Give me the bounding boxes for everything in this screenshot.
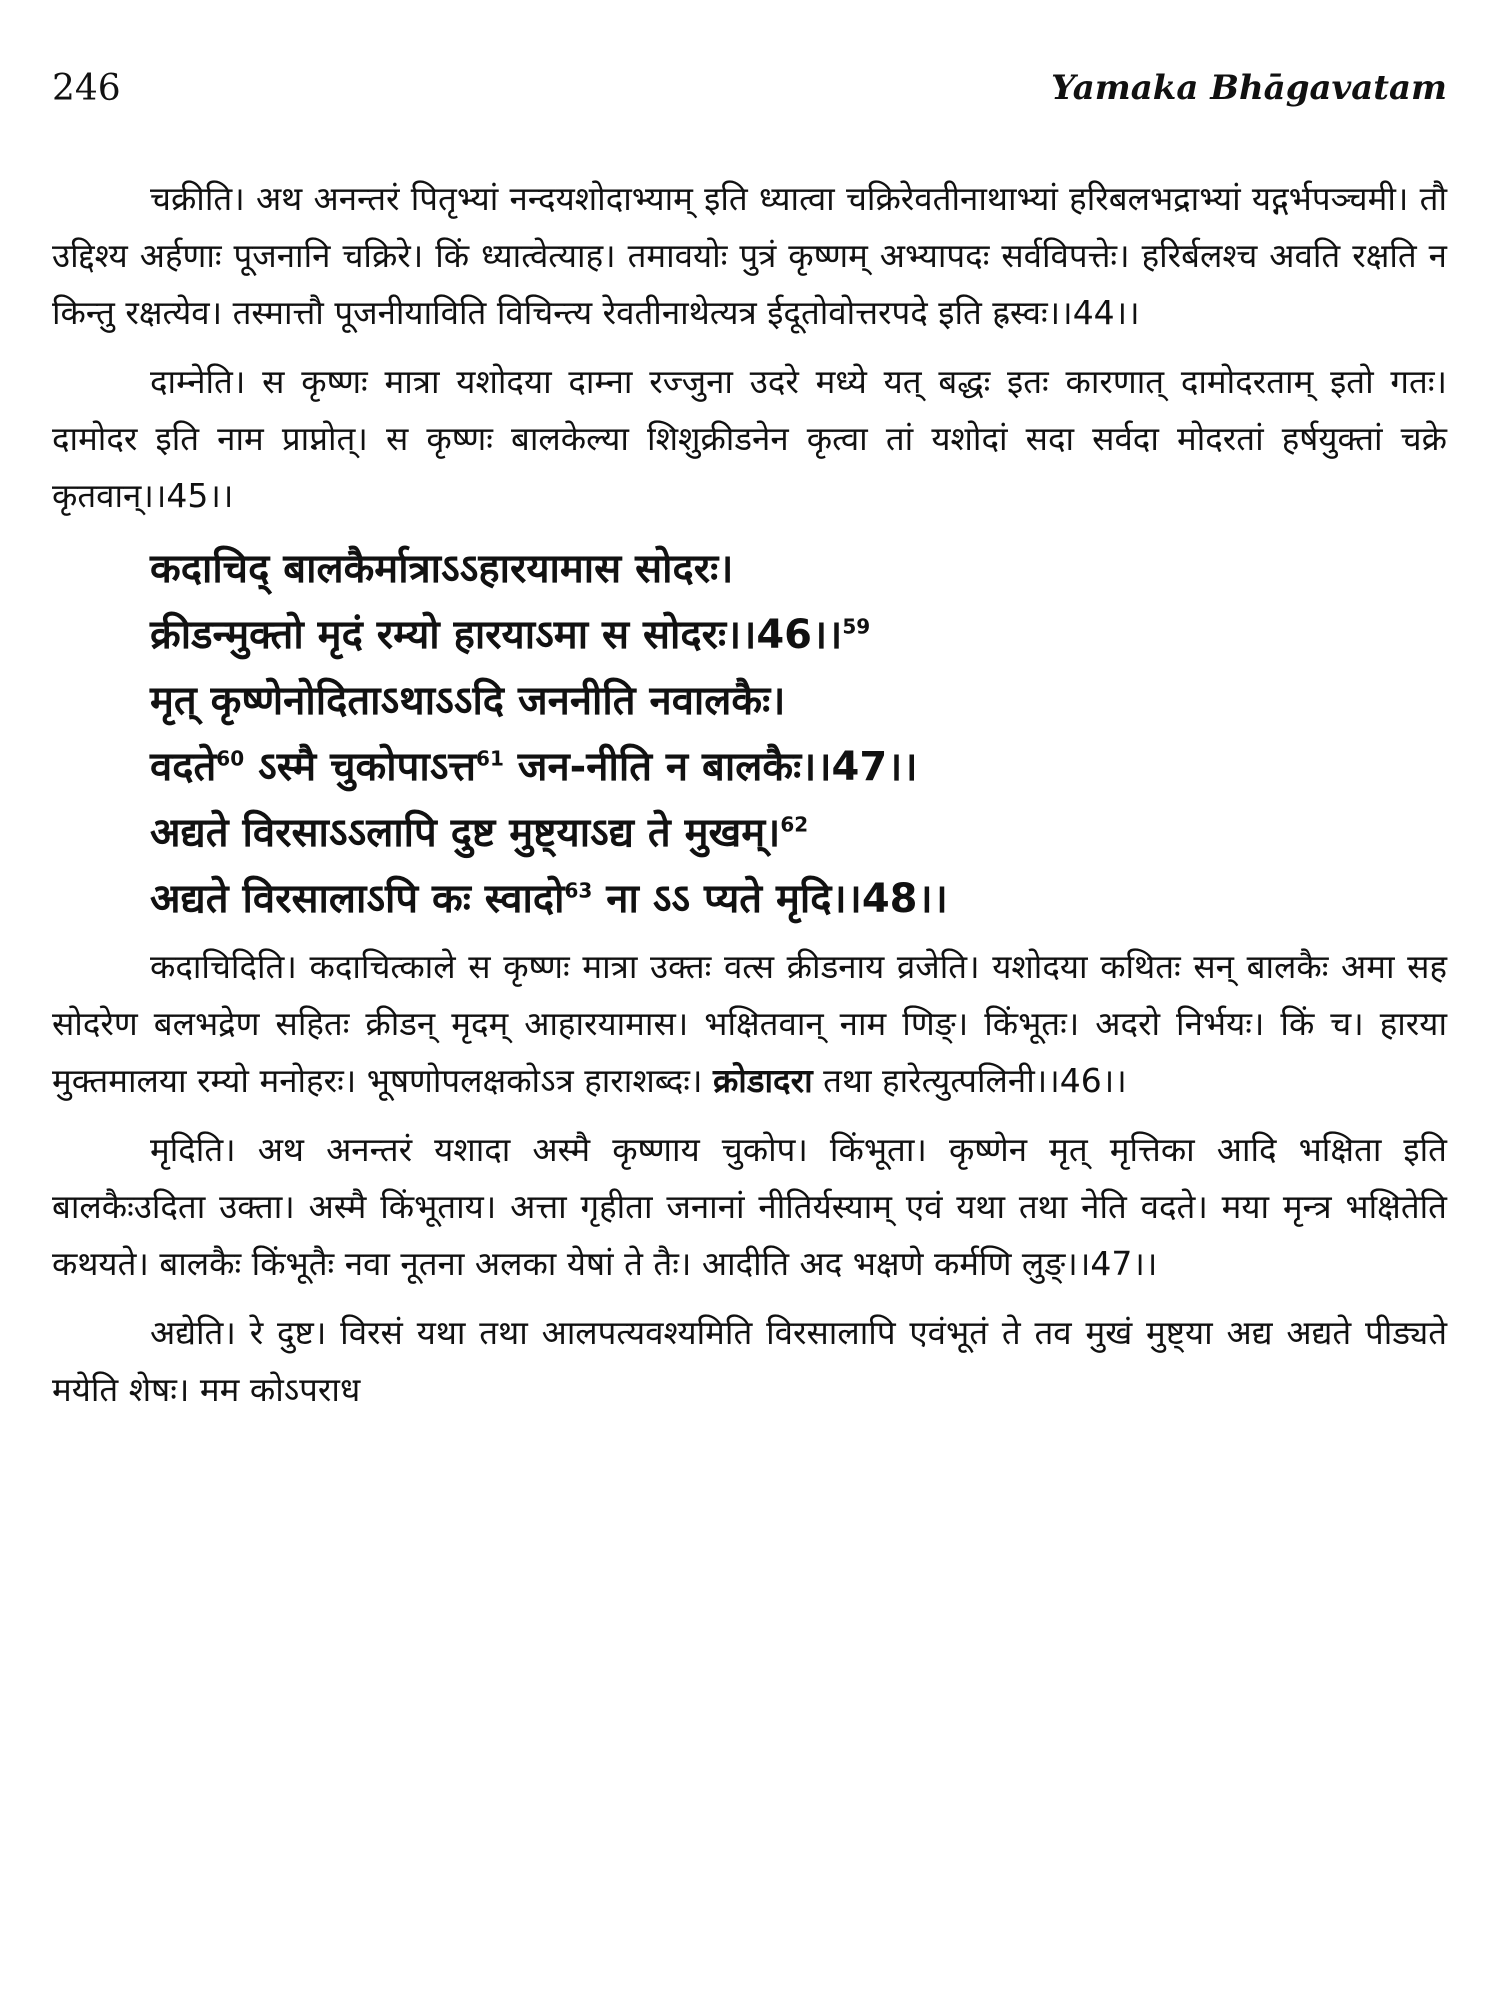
verse-line-6 <box>150 866 1447 932</box>
verse-line-2-text: क्रीडन्मुक्तो मृदं रम्यो हारयाऽमा स सोदरः।।46।। <box>150 612 843 658</box>
verse-line-3-text: मृत् कृष्णेनोदिताऽथाऽऽदि जननीति नवालकैः। <box>150 678 786 724</box>
verse-block <box>52 536 1447 932</box>
commentary-46 <box>52 938 1447 1109</box>
commentary-46-text: कदाचिदिति। कदाचित्काले स कृष्णः मात्रा उक्तः वत्स क्रीडनाय व्रजेति। यशोदया कथितः सन् बालकैः अमा सह सोदरेण बलभद्रेण सहितः क्रीडन् मृदम् आहारयामास। भक्षितवान् नाम णिङ्। किंभूतः। अदरो निर्भयः। किं च। हारया मुक्तमालया रम्यो मनोहरः। भूषणोपलक्षकोऽत्र हाराशब्दः। <box>52 947 1447 1100</box>
verse-line-4 <box>150 734 1447 800</box>
footnote-marker: 61 <box>476 746 504 771</box>
verse-line-2 <box>150 602 1447 668</box>
page-number: 246 <box>52 68 121 109</box>
commentary-48: अद्येति। रे दुष्ट। विरसं यथा तथा आलपत्यवश्यमिति विरसालापि एवंभूतं ते तव मुखं मुष्ट्या अद्य अद्यते पीड्यते मयेति शेषः। मम कोऽपराध <box>52 1313 1447 1409</box>
commentary-44: चक्रीति। अथ अनन्तरं पितृभ्यां नन्दयशोदाभ्याम् इति ध्यात्वा चक्रिरेवतीनाथाभ्यां हरिबलभद्राभ्यां यद्गर्भपञ्चमी। तौ उद्दिश्य अर्हणाः पूजनानि चक्रिरे। किं ध्यात्वेत्याह। तमावयोः पुत्रं कृष्णम् अभ्यापदः सर्वविपत्तेः। हरिर्बलश्च अवति रक्षति न किन्तु रक्षत्येव। तस्मात्तौ पूजनीयाविति विचिन्त्य रेवतीनाथेत्यत्र ईदूतोवोत्तरपदे इति ह्रस्वः।।44।। <box>52 179 1447 332</box>
footnote-marker: 63 <box>564 878 593 903</box>
verse-line-4-text-b: ऽस्मै चुकोपाऽत्त <box>244 744 477 790</box>
verse-line-6-text-b: ना ऽऽ प्यते मृदि।।48।। <box>592 876 948 922</box>
verse-line-5-text: अद्यते विरसाऽऽलापि दुष्ट मुष्ट्याऽद्य ते मुखम्। <box>150 810 781 856</box>
verse-line-1-text: कदाचिद् बालकैर्मात्राऽऽहारयामास सोदरः। <box>150 546 734 592</box>
footnote-marker: 60 <box>216 746 245 771</box>
commentary-46-tail: तथा हारेत्युत्पलिनी।।46।। <box>812 1061 1127 1100</box>
book-page <box>52 0 1447 2000</box>
commentary-45: दाम्नेति। स कृष्णः मात्रा यशोदया दाम्ना रज्जुना उदरे मध्ये यत् बद्धः इतः कारणात् दामोदरताम् इतो गतः। दामोदर इति नाम प्राप्नोत्। स कृष्णः बालकेल्या शिशुक्रीडनेन कृत्वा तां यशोदां सदा सर्वदा मोदरतां हर्षयुक्तां चक्रे कृतवान्।।45।। <box>52 362 1447 515</box>
commentary-46-bold-word: क्रोडादरा <box>712 1061 813 1100</box>
commentary-47: मृदिति। अथ अनन्तरं यशादा अस्मै कृष्णाय चुकोप। किंभूता। कृष्णेन मृत् मृत्तिका आदि भक्षिता इति बालकैःउदिता उक्ता। अस्मै किंभूताय। अत्ता गृहीता जनानां नीतिर्यस्याम् एवं यथा तथा नेति वदते। मया मृन्त्र भक्षितेति कथयते। बालकैः किंभूतैः नवा नूतना अलका येषां ते तैः। आदीति अद भक्षणे कर्मणि लुङ्।।47।। <box>52 1130 1447 1283</box>
verse-line-3 <box>150 668 1447 734</box>
verse-line-4-text-a: वदते <box>150 744 217 790</box>
page-header <box>52 68 1447 118</box>
running-title: Yamaka Bhāgavatam <box>1051 68 1447 108</box>
verse-line-1 <box>150 536 1447 602</box>
verse-line-6-text-a: अद्यते विरसालाऽपि कः स्वादो <box>150 876 565 922</box>
page-body <box>52 170 1447 1430</box>
verse-line-4-text-c: जन-नीति न बालकैः।।47।। <box>503 744 918 790</box>
footnote-marker: 62 <box>780 812 809 837</box>
footnote-marker: 59 <box>842 614 871 639</box>
verse-line-5 <box>150 800 1447 866</box>
